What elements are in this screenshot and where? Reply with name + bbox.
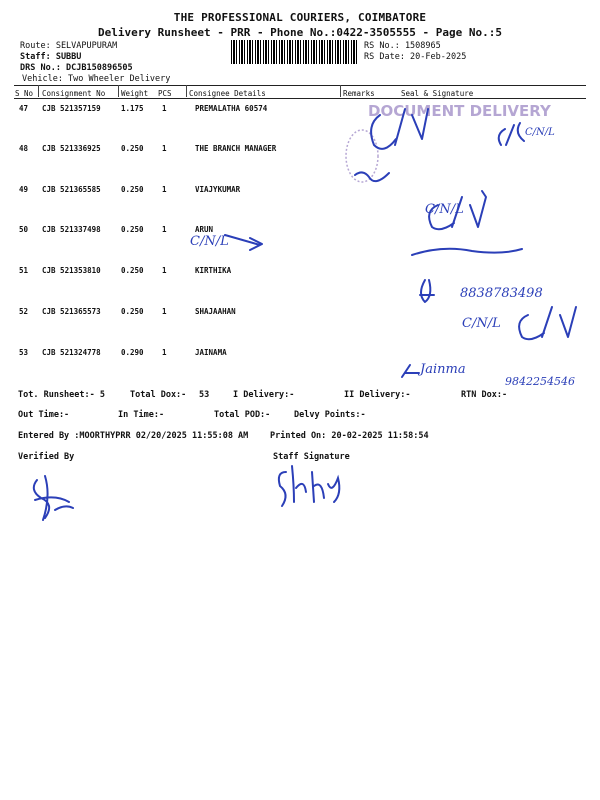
row-consignee: SHAJAAHAN [195, 307, 236, 316]
i-delivery: I Delivery:- [233, 390, 295, 400]
row-consignee: JAINAMA [195, 348, 227, 357]
printed-on: Printed On: 20-02-2025 11:58:54 [270, 431, 429, 441]
handwritten-annotations [180, 95, 600, 395]
row-sno: 50 [19, 225, 29, 234]
signature-row48 [355, 172, 389, 181]
col-consignee: Consignee Details [189, 89, 266, 98]
entered-by: Entered By :MOORTHYPRR 02/20/2025 11:55:08 AM [18, 431, 249, 441]
handwritten-phone-row53: 9842254546 [505, 375, 575, 388]
row-sno: 47 [19, 104, 29, 113]
row-sno: 53 [19, 348, 29, 357]
row-pcs: 1 [162, 185, 167, 194]
row-sno: 49 [19, 185, 29, 194]
arrow-icon [225, 235, 262, 250]
col-weight: Weight [121, 89, 149, 98]
row-pcs: 1 [162, 348, 167, 357]
handwritten-note-row49: C/N/L [425, 202, 464, 217]
handwritten-note-row48: C/N/L [525, 127, 555, 138]
total-runsheet: Tot. Runsheet:- 5 [18, 390, 105, 400]
route-label: Route: SELVAPUPURAM [20, 41, 118, 51]
row-weight: 0.250 [121, 307, 144, 316]
vehicle-label: Vehicle: Two Wheeler Delivery [22, 74, 171, 84]
col-divider [38, 85, 39, 97]
company-name: THE PROFESSIONAL COURIERS, COIMBATORE [173, 11, 427, 24]
row-consignee: KIRTHIKA [195, 266, 232, 275]
col-pcs: PCS [158, 89, 172, 98]
row-pcs: 1 [162, 144, 167, 153]
row-pcs: 1 [162, 104, 167, 113]
row-weight: 0.250 [121, 225, 144, 234]
row-weight: 0.250 [121, 144, 144, 153]
runsheet-title: Delivery Runsheet - PRR - Phone No.:0422-3505555 - Page No.:5 [98, 26, 502, 39]
rtn-dox: RTN Dox:- [461, 390, 508, 400]
row-consignee: ARUN [195, 225, 214, 234]
row-pcs: 1 [162, 266, 167, 275]
row-consignment: CJB 521337498 [42, 225, 101, 234]
row-weight: 0.250 [121, 185, 144, 194]
col-consignment: Consignment No [42, 89, 106, 98]
row-weight: 0.250 [121, 266, 144, 275]
scribble-row50 [412, 249, 522, 255]
handwritten-note-row52: C/N/L [462, 316, 501, 331]
col-divider [118, 85, 119, 97]
row-consignee: THE BRANCH MANAGER [195, 144, 277, 153]
row-consignment: CJB 521365585 [42, 185, 101, 194]
handwritten-name-row53: Jainma [420, 362, 466, 377]
rs-number: RS No.: 1508965 [364, 41, 441, 51]
verifier-signature [25, 470, 85, 525]
row-weight: 1.175 [121, 104, 144, 113]
cn-mark-row52 [519, 307, 576, 339]
total-pod: Total POD:- [214, 410, 271, 420]
cnl-mark-row48 [499, 123, 524, 145]
row-sno: 48 [19, 144, 29, 153]
total-dox-value: 53 [199, 390, 210, 400]
initial-row53 [402, 365, 419, 377]
stamp-text: DOCUMENT DELIVERY [368, 102, 551, 120]
staff-signature-label: Staff Signature [273, 452, 350, 462]
col-seal-signature: Seal & Signature [401, 89, 474, 98]
row-weight: 0.290 [121, 348, 144, 357]
row-consignee: VIAJYKUMAR [195, 185, 241, 194]
staff-label: Staff: SUBBU [20, 52, 82, 62]
header-top-rule [14, 85, 586, 86]
col-remarks: Remarks [343, 89, 375, 98]
row-pcs: 1 [162, 307, 167, 316]
handwritten-phone-row51: 8838783498 [460, 286, 543, 301]
total-dox-label: Total Dox:- [130, 390, 187, 400]
row-sno: 51 [19, 266, 29, 275]
delvy-points: Delvy Points:- [294, 410, 366, 420]
row-sno: 52 [19, 307, 29, 316]
row-consignee: PREMALATHA 60574 [195, 104, 268, 113]
row-consignment: CJB 521365573 [42, 307, 101, 316]
staff-signature [270, 462, 370, 512]
row-consignment: CJB 521324778 [42, 348, 101, 357]
handwritten-note-row50: C/N/L [190, 234, 229, 249]
verified-by-label: Verified By [18, 452, 75, 462]
col-sno: S No [15, 89, 34, 98]
rs-date: RS Date: 20-Feb-2025 [364, 52, 467, 62]
cn-mark-row47 [371, 109, 428, 149]
row-pcs: 1 [162, 225, 167, 234]
initial-row51 [420, 280, 434, 302]
ii-delivery: II Delivery:- [344, 390, 411, 400]
row-consignment: CJB 521336925 [42, 144, 101, 153]
in-time: In Time:- [118, 410, 165, 420]
row-consignment: CJB 521353810 [42, 266, 101, 275]
out-time: Out Time:- [18, 410, 70, 420]
row-consignment: CJB 521357159 [42, 104, 101, 113]
drs-number: DRS No.: DCJB150896505 [20, 63, 133, 73]
barcode [231, 40, 359, 64]
